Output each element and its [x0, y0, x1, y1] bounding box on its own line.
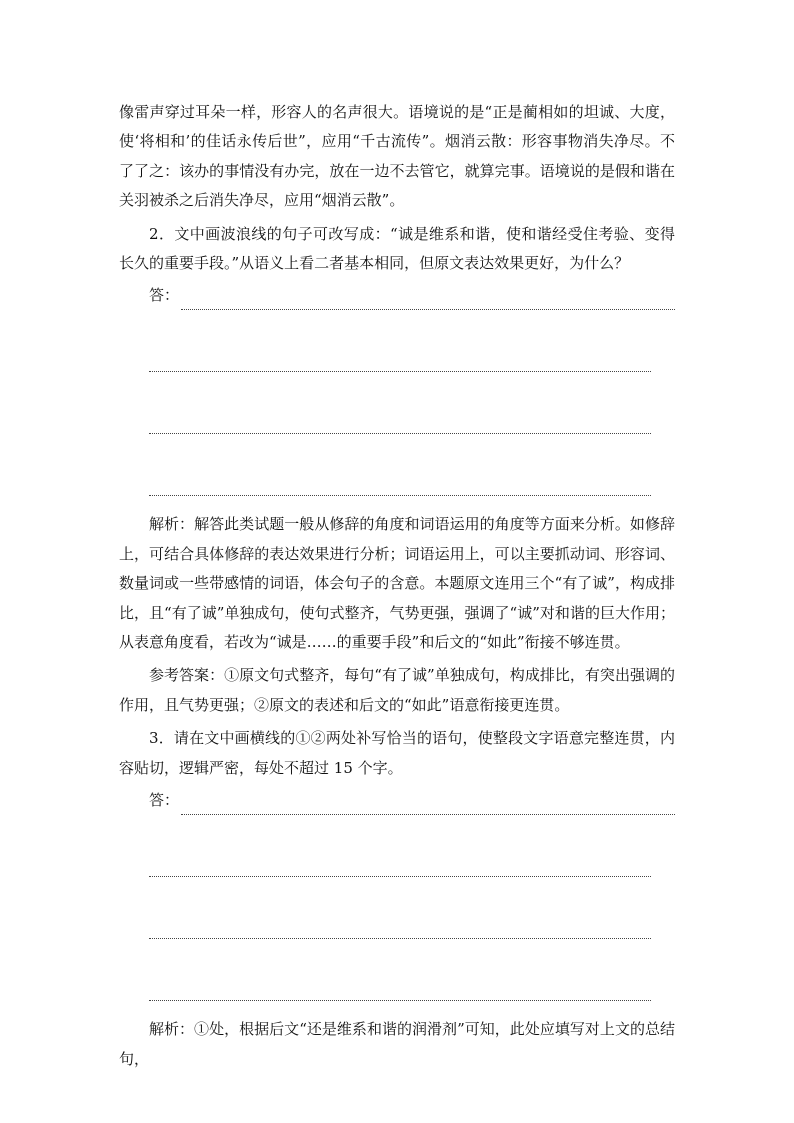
reference-answer-q2: 参考答案：①原文句式整齐，每句“有了诚”单独成句，构成排比，有突出强调的作用，且气势更强；②原文的表述和后文的“如此”语意衔接更连贯。	[119, 666, 675, 714]
answer-blank-line[interactable]	[119, 815, 675, 877]
answer-blank-line[interactable]	[119, 434, 675, 496]
answer-blank-line[interactable]	[119, 310, 675, 372]
analysis-q3: 解析：①处，根据后文“还是维系和谐的润滑剂”可知，此处应填写对上文的总结句，	[119, 1020, 675, 1068]
answer-blank-line[interactable]	[119, 877, 675, 939]
answer-row-q2[interactable]	[119, 278, 675, 310]
answer-label: 答：	[149, 791, 180, 810]
analysis-q2: 解析：解答此类试题一般从修辞的角度和词语运用的角度等方面来分析。如修辞上，可结合具体修辞的表达效果进行分析；词语运用上，可以主要抓动词、形容词、数量词或一些带感情的词语，体会句子的含意。本题原文连用三个“有了诚”，构成排比，且“有了诚”单独成句，使句式整齐，气势更强，强调了“诚”对和谐的巨大作用；从表意角度看，若改为“诚是……的重要手段”和后文的“如此”衔接不够连贯。	[119, 515, 675, 652]
answer-blank-line[interactable]	[119, 372, 675, 434]
answer-blank-line[interactable]	[119, 939, 675, 1001]
question-3: 3．请在文中画横线的①②两处补写恰当的语句，使整段文字语意完整连贯，内容贴切，逻辑严密，每处不超过 15 个字。	[119, 729, 675, 777]
answer-row-q3[interactable]	[119, 783, 675, 815]
answer-first-line[interactable]	[181, 285, 675, 310]
document-page	[119, 98, 675, 1074]
question-2: 2．文中画波浪线的句子可改写成：“诚是维系和谐，使和谐经受住考验、变得长久的重要手段。”从语义上看二者基本相同，但原文表达效果更好，为什么？	[119, 224, 675, 273]
paragraph-explanation: 像雷声穿过耳朵一样，形容人的名声很大。语境说的是“正是蔺相如的坦诚、大度，使‘将相和’的佳话永传后世”，应用“千古流传”。烟消云散：形容事物消失净尽。不了了之：该办的事情没有办完，放在一边不去管它，就算完事。语境说的是假和谐在关羽被杀之后消失净尽，应用“烟消云散”。	[119, 103, 675, 210]
answer-first-line[interactable]	[181, 790, 675, 815]
answer-label: 答：	[149, 286, 180, 305]
